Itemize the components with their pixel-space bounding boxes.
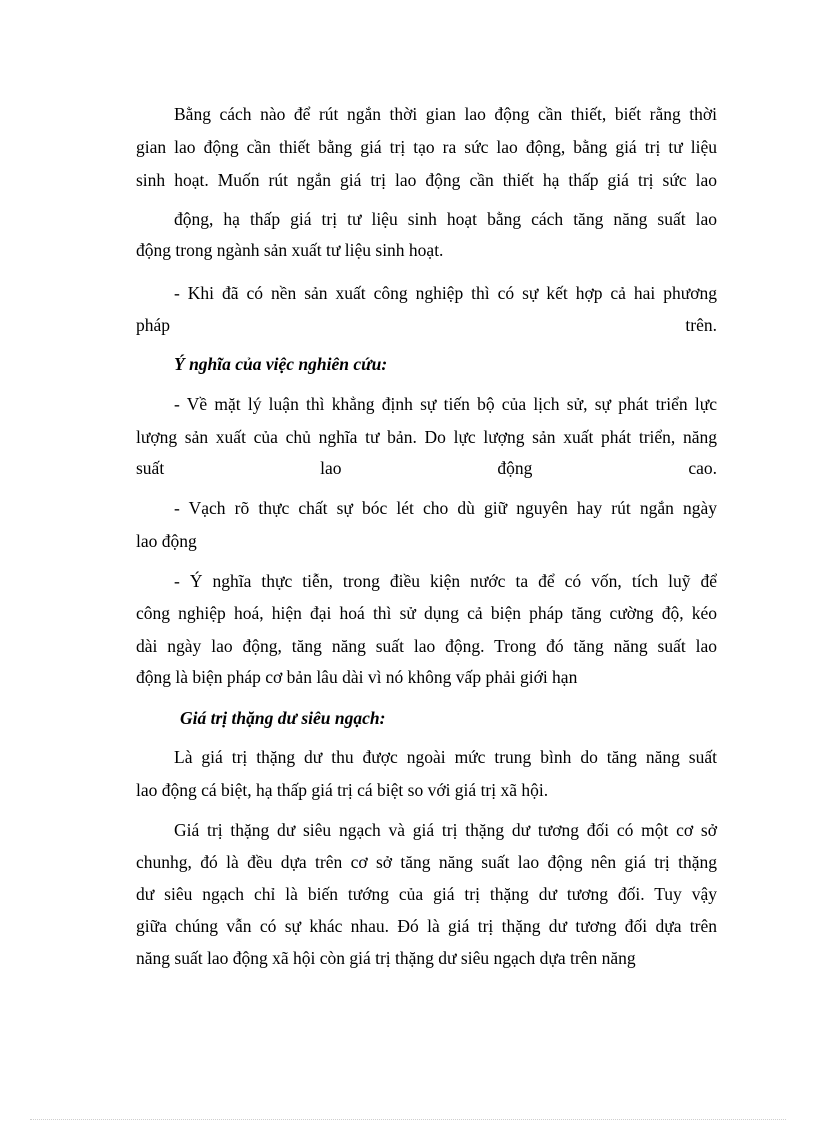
paragraph-line: - Vạch rõ thực chất sự bóc lét cho dù giữ nguyên hay rút ngắn ngày bbox=[174, 498, 717, 518]
paragraph-line: dư siêu ngạch chỉ là biến tướng của giá trị thặng dư tương đối. Tuy vậy bbox=[136, 884, 717, 904]
paragraph-line: - Ý nghĩa thực tiễn, trong điều kiện nước ta để có vốn, tích luỹ để bbox=[174, 571, 717, 591]
paragraph-line: giữa chúng vẫn có sự khác nhau. Đó là giá trị thặng dư tương đối dựa trên bbox=[136, 916, 717, 936]
paragraph-line: công nghiệp hoá, hiện đại hoá thì sử dụng cả biện pháp tăng cường độ, kéo bbox=[136, 603, 717, 623]
section-heading: Giá trị thặng dư siêu ngạch: bbox=[180, 708, 386, 728]
page-bottom-divider bbox=[30, 1119, 786, 1120]
section-heading: Ý nghĩa của việc nghiên cứu: bbox=[174, 354, 388, 374]
paragraph-line: - Khi đã có nền sản xuất công nghiệp thì có sự kết hợp cả hai phương bbox=[174, 283, 717, 303]
paragraph-line: Bằng cách nào để rút ngắn thời gian lao động cần thiết, biết rằng thời bbox=[174, 104, 717, 124]
paragraph-line: động là biện pháp cơ bản lâu dài vì nó không vấp phải giới hạn bbox=[136, 667, 578, 687]
paragraph-line: - Về mặt lý luận thì khẳng định sự tiến bộ của lịch sử, sự phát triển lực bbox=[174, 394, 717, 414]
paragraph-line: động, hạ thấp giá trị tư liệu sinh hoạt bằng cách tăng năng suất lao bbox=[174, 209, 717, 229]
paragraph-line: dài ngày lao động, tăng năng suất lao động. Trong đó tăng năng suất lao bbox=[136, 636, 717, 656]
paragraph-line: Là giá trị thặng dư thu được ngoài mức trung bình do tăng năng suất bbox=[174, 747, 717, 767]
paragraph-line: sinh hoạt. Muốn rút ngắn giá trị lao động cần thiết hạ thấp giá trị sức lao bbox=[136, 170, 717, 190]
paragraph-line: năng suất lao động xã hội còn giá trị thặng dư siêu ngạch dựa trên năng bbox=[136, 948, 636, 968]
paragraph-line: lao động cá biệt, hạ thấp giá trị cá biệt so với giá trị xã hội. bbox=[136, 780, 549, 800]
paragraph-line: chunhg, đó là đều dựa trên cơ sở tăng năng suất lao động nên giá trị thặng bbox=[136, 852, 717, 872]
paragraph-line: động trong ngành sản xuất tư liệu sinh hoạt. bbox=[136, 240, 444, 260]
paragraph-line: gian lao động cần thiết bằng giá trị tạo ra sức lao động, bằng giá trị tư liệu bbox=[136, 137, 717, 157]
paragraph-line: lao động bbox=[136, 531, 197, 551]
paragraph-line: suất lao động cao. bbox=[136, 458, 717, 478]
paragraph-line: Giá trị thặng dư siêu ngạch và giá trị thặng dư tương đối có một cơ sở bbox=[174, 820, 717, 840]
paragraph-line: pháp trên. bbox=[136, 315, 717, 335]
paragraph-line: lượng sản xuất của chủ nghĩa tư bản. Do lực lượng sản xuất phát triển, năng bbox=[136, 427, 717, 447]
